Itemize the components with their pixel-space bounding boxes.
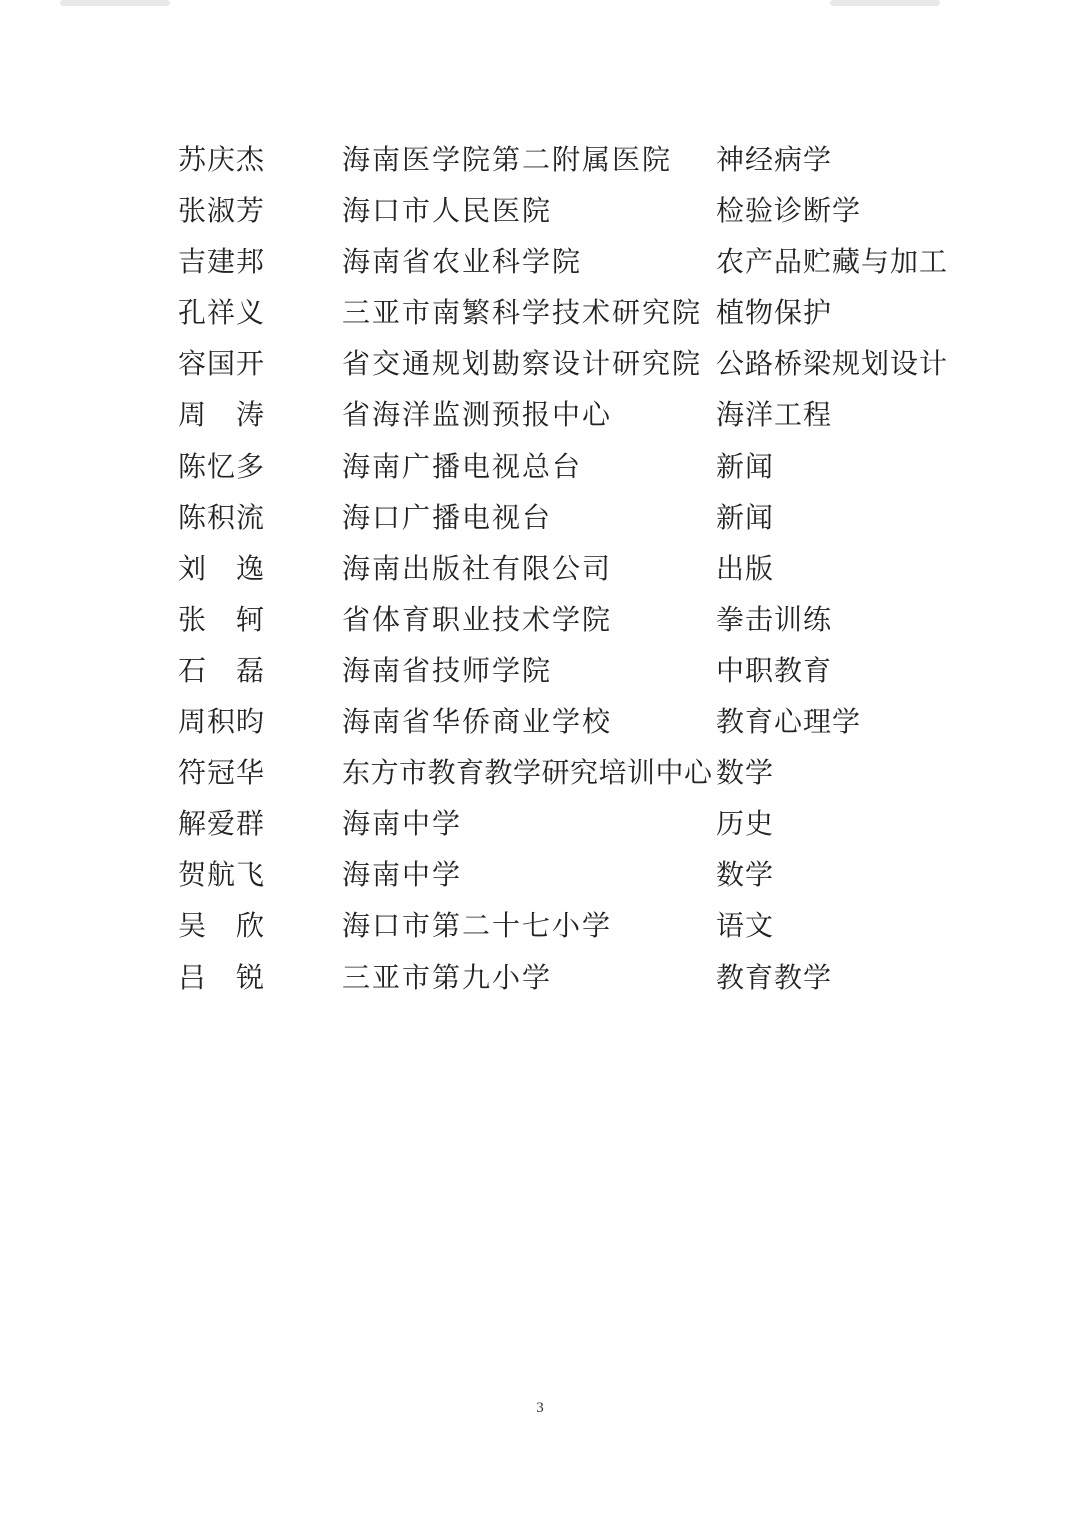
specialty: 语文: [716, 909, 775, 943]
specialty: 数学: [716, 756, 775, 790]
table-row: [178, 138, 938, 189]
expert-list-table: [178, 138, 949, 1007]
person-name: 吉建邦: [178, 245, 266, 279]
person-name: 贺航飞: [178, 858, 266, 892]
specialty: 神经病学: [716, 143, 833, 176]
person-name: 张淑芳: [178, 194, 266, 228]
organization: 省海洋监测预报中心: [342, 398, 613, 432]
organization: 三亚市南繁科学技术研究院: [342, 296, 703, 330]
specialty: 农产品贮藏与加工: [716, 245, 949, 279]
specialty: 历史: [716, 807, 775, 841]
table-row: [178, 189, 938, 240]
organization: 海口市人民医院: [342, 194, 553, 228]
table-row: [178, 649, 938, 700]
organization: 海口市第二十七小学: [342, 909, 613, 943]
specialty: 检验诊断学: [716, 194, 862, 228]
organization: 东方市教育教学研究培训中心: [342, 756, 713, 790]
specialty: 出版: [716, 551, 775, 585]
person-name: 吴 欣: [178, 909, 266, 943]
person-name: 孔祥义: [178, 296, 266, 330]
specialty: 新闻: [716, 500, 775, 534]
specialty: 中职教育: [716, 653, 833, 687]
person-name: 符冠华: [178, 756, 266, 790]
person-name: 石 磊: [178, 653, 266, 687]
person-name: 周 涛: [178, 398, 266, 432]
table-row: [178, 751, 938, 802]
table-row: [178, 547, 938, 598]
table-row: [178, 496, 938, 547]
table-row: [178, 802, 938, 853]
table-row: [178, 240, 949, 291]
organization: 海南省农业科学院: [342, 245, 583, 279]
person-name: 张 轲: [178, 602, 266, 636]
organization: 省体育职业技术学院: [342, 602, 613, 636]
specialty: 海洋工程: [716, 398, 833, 432]
organization: 海南省技师学院: [342, 653, 553, 687]
specialty: 数学: [716, 858, 775, 892]
table-row: [178, 700, 938, 751]
organization: 三亚市第九小学: [342, 960, 553, 994]
table-row: [178, 904, 938, 955]
table-row: [178, 393, 938, 444]
person-name: 周积昀: [178, 705, 266, 739]
specialty: 教育教学: [716, 960, 833, 994]
person-name: 刘 逸: [178, 551, 266, 585]
organization: 省交通规划勘察设计研究院: [342, 347, 703, 381]
scan-artifact: [60, 0, 170, 6]
person-name: 容国开: [178, 347, 266, 381]
person-name: 陈忆多: [178, 449, 266, 483]
organization: 海南中学: [342, 807, 463, 841]
organization: 海南广播电视总台: [342, 449, 583, 483]
organization: 海南出版社有限公司: [342, 551, 613, 585]
organization: 海南省华侨商业学校: [342, 705, 613, 739]
organization: 海南中学: [342, 858, 463, 892]
organization: 海口广播电视台: [342, 500, 553, 534]
person-name: 苏庆杰: [178, 143, 266, 176]
person-name: 解爱群: [178, 807, 266, 841]
specialty: 新闻: [716, 449, 775, 483]
table-row: [178, 342, 949, 393]
organization: 海南医学院第二附属医院: [342, 143, 673, 176]
table-row: [178, 445, 938, 496]
table-row: [178, 956, 938, 1007]
specialty: 拳击训练: [716, 602, 833, 636]
person-name: 陈积流: [178, 500, 266, 534]
specialty: 公路桥梁规划设计: [716, 347, 949, 381]
table-row: [178, 598, 938, 649]
page-number: 3: [536, 1400, 544, 1416]
scan-artifact: [830, 0, 940, 6]
specialty: 教育心理学: [716, 705, 862, 739]
table-row: [178, 291, 938, 342]
table-row: [178, 853, 938, 904]
person-name: 吕 锐: [178, 960, 266, 994]
specialty: 植物保护: [716, 296, 833, 330]
